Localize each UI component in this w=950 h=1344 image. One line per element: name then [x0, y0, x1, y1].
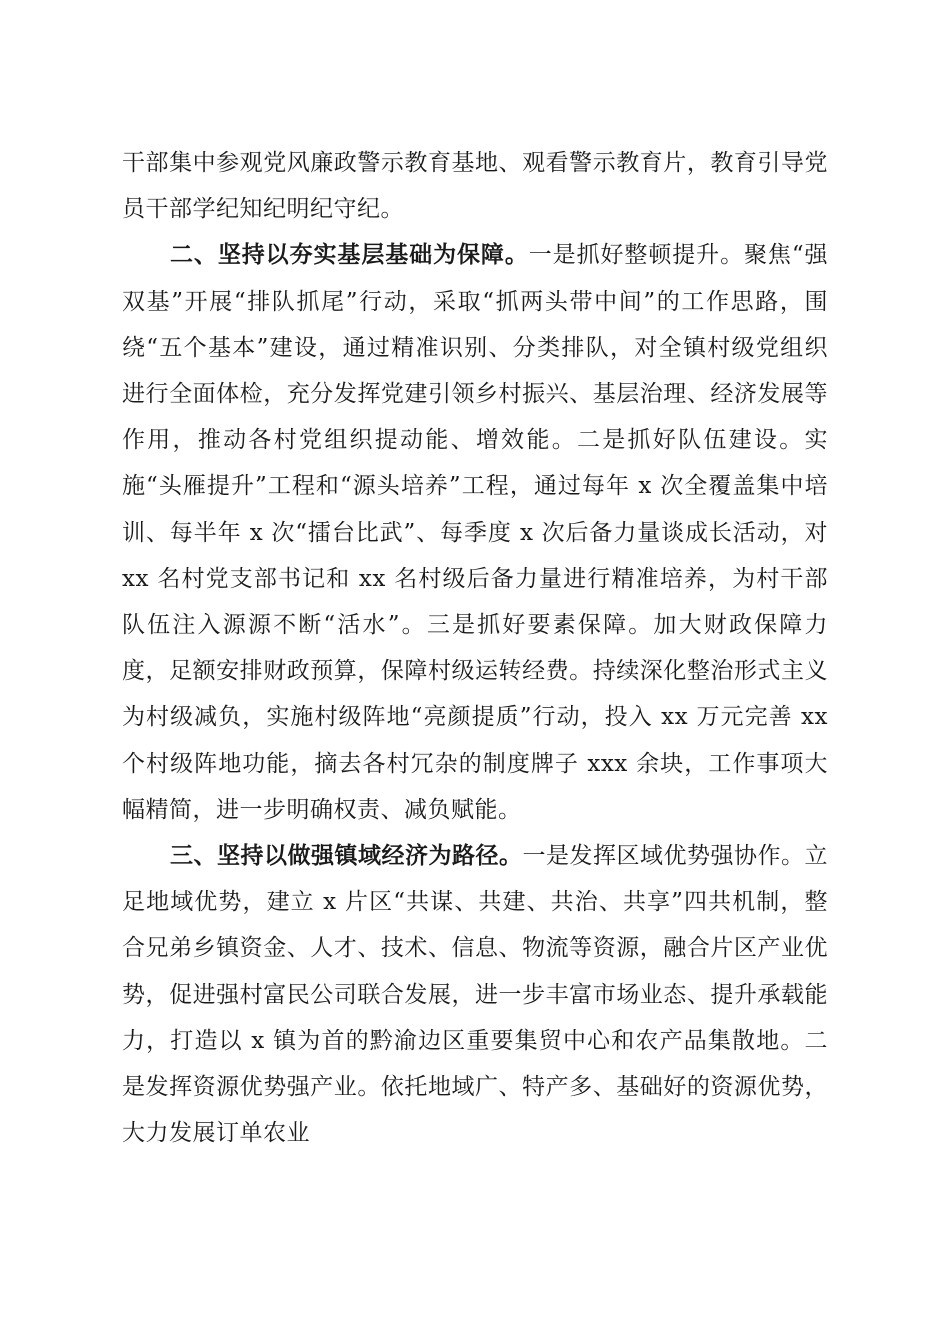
paragraph-section-two: [122, 232, 828, 833]
paragraph-section-three: [122, 833, 828, 1156]
paragraph-text: 一是抓好整顿提升。聚焦“强双基”开展“排队抓尾”行动，采取“抓两头带中间”的工作思路，围绕“五个基本”建设，通过精准识别、分类排队，对全镇村级党组织进行全面体检，充分发挥党建引领乡村振兴、基层治理、经济发展等作用，推动各村党组织提动能、增效能。二是抓好队伍建设。实施“头雁提升”工程和“源头培养”工程，通过每年 x 次全覆盖集中培训、每半年 x 次“擂台比武”、每季度 x 次后备力量谈成长活动，对 xx 名村党支部书记和 xx 名村级后备力量进行精准培养，为村干部队伍注入源源不断“活水”。三是抓好要素保障。加大财政保障力度，足额安排财政预算，保障村级运转经费。持续深化整治形式主义为村级减负，实施村级阵地“亮颜提质”行动，投入 xx 万元完善 xx 个村级阵地功能，摘去各村冗杂的制度牌子 xxx 余块，工作事项大幅精简，进一步明确权责、减负赋能。: [122, 242, 829, 823]
paragraph-text: 干部集中参观党风廉政警示教育基地、观看警示教育片，教育引导党员干部学纪知纪明纪守纪。: [122, 150, 828, 223]
document-body: [122, 140, 828, 1156]
paragraph-text: 一是发挥区域优势强协作。立足地域优势，建立 x 片区“共谋、共建、共治、共享”四共机制，整合兄弟乡镇资金、人才、技术、信息、物流等资源，融合片区产业优势，促进强村富民公司联合发展，进一步丰富市场业态、提升承载能力，打造以 x 镇为首的黔渝边区重要集贸中心和农产品集散地。二是发挥资源优势强产业。依托地域广、特产多、基础好的资源优势，大力发展订单农业: [122, 843, 828, 1147]
section-heading: 二、坚持以夯实基层基础为保障。: [170, 242, 529, 269]
paragraph-continuation: [122, 140, 828, 232]
section-heading: 三、坚持以做强镇域经济为路径。: [170, 843, 523, 870]
